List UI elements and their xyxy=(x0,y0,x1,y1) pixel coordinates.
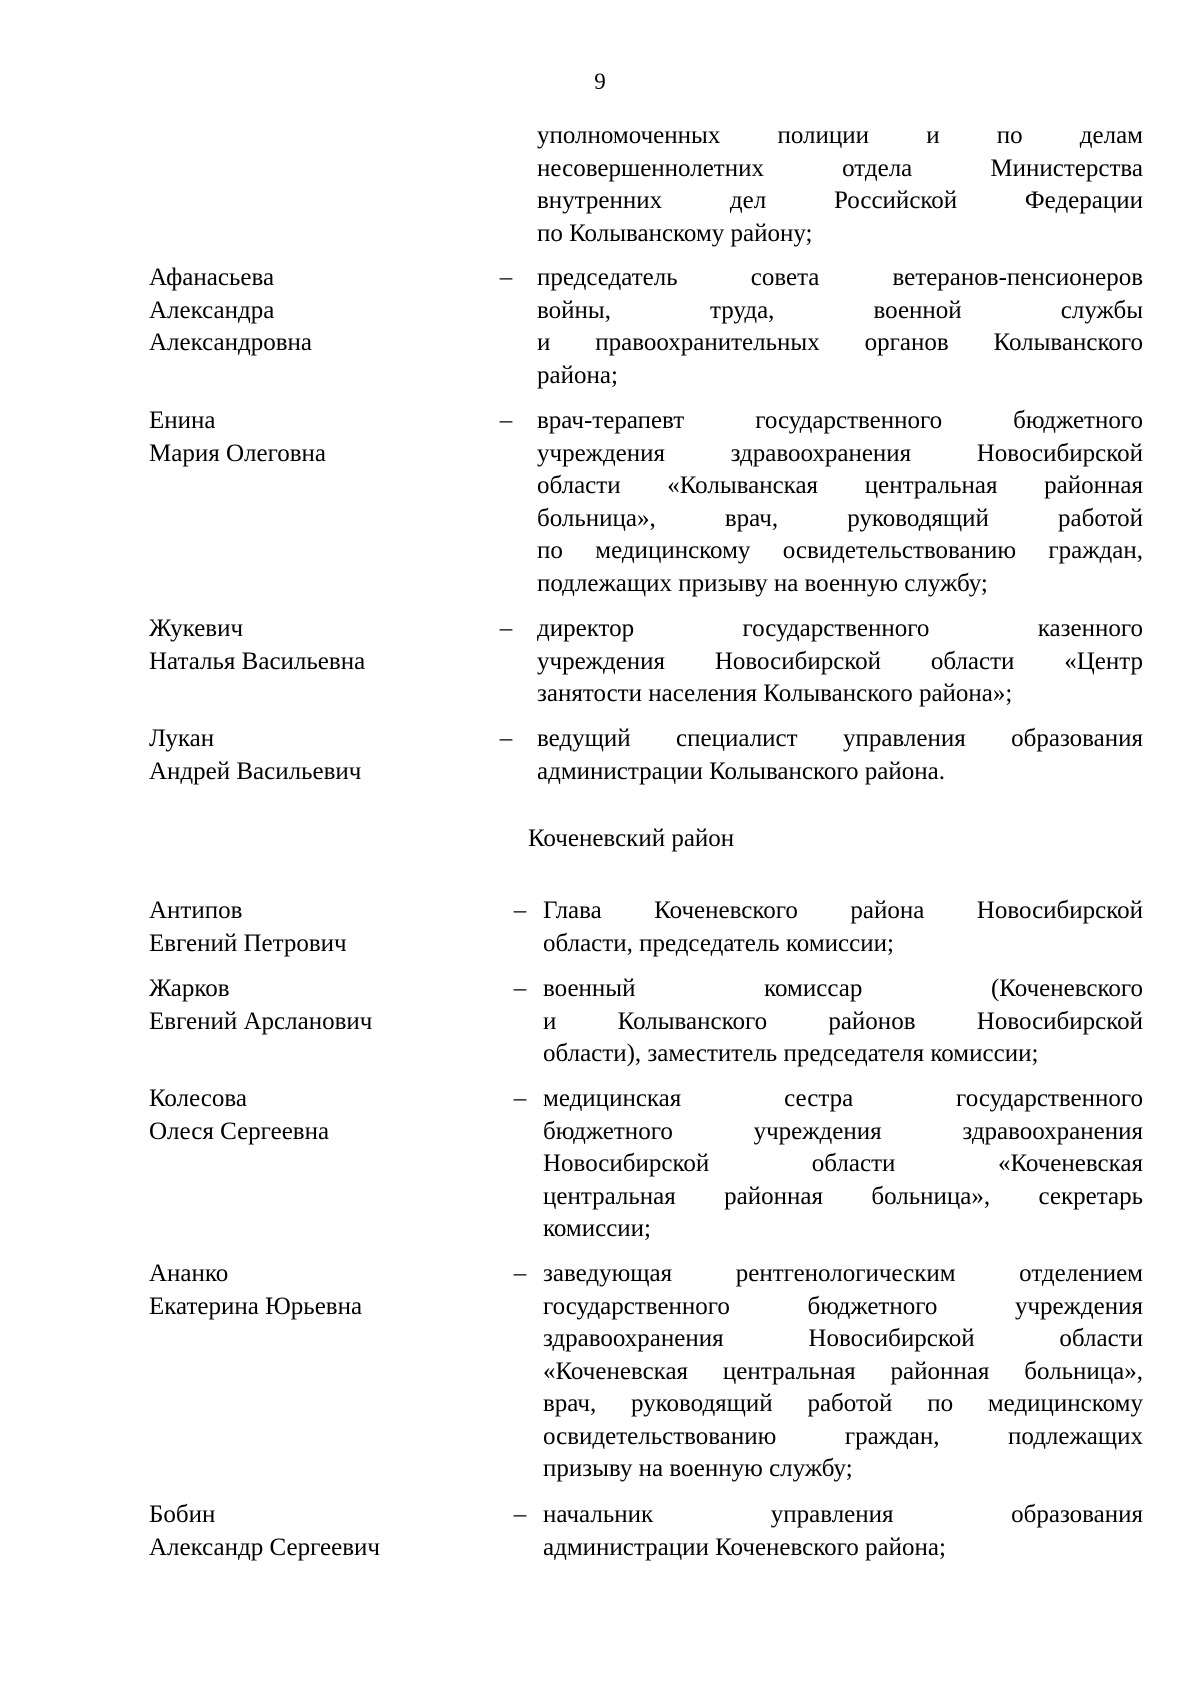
text-line: призыву на военную службу; xyxy=(543,1455,853,1482)
text-line: государственного бюджетного учреждения xyxy=(543,1292,1143,1320)
position-description xyxy=(537,262,1143,392)
text-line: освидетельствованию граждан, подлежащих xyxy=(543,1422,1143,1450)
text-line: и Колыванского районов Новосибирской xyxy=(543,1007,1143,1035)
position-description xyxy=(543,1258,1143,1486)
name-line: Бобин xyxy=(149,1501,216,1528)
dash-separator: – xyxy=(499,725,513,752)
text-line: области), заместитель председателя комиссии; xyxy=(543,1040,1039,1067)
text-line: войны, труда, военной службы xyxy=(537,296,1143,324)
dash-separator: – xyxy=(513,1501,527,1528)
name-line: Лукан xyxy=(149,725,215,752)
text-line: Глава Коченевского района Новосибирской xyxy=(543,897,1143,924)
text-line: «Коченевская центральная районная больница», xyxy=(543,1357,1143,1385)
position-description xyxy=(543,973,1143,1071)
text-line: несовершеннолетних отдела Министерства xyxy=(537,154,1143,182)
dash-separator: – xyxy=(513,1085,527,1112)
text-line: военный комиссар (Коченевского xyxy=(543,975,1143,1002)
name-line: Енина xyxy=(149,407,216,434)
name-line: Афанасьева xyxy=(149,264,275,291)
person-name xyxy=(149,973,479,1038)
section-heading: Коченевский район xyxy=(528,825,735,852)
name-line: Александровна xyxy=(149,329,313,356)
name-line: Олеся Сергеевна xyxy=(149,1117,330,1145)
person-name xyxy=(149,1499,479,1564)
dash-separator: – xyxy=(499,264,513,291)
person-name xyxy=(149,723,479,788)
person-name xyxy=(149,1258,479,1323)
text-line: по Колыванскому району; xyxy=(537,219,813,247)
text-line: администрации Колыванского района. xyxy=(537,757,945,785)
text-line: врач-терапевт государственного бюджетного xyxy=(537,407,1143,434)
name-line: Антипов xyxy=(149,897,243,924)
text-line: врач, руководящий работой по медицинскому xyxy=(543,1390,1143,1417)
text-line: занятости населения Колыванского района»; xyxy=(537,680,1013,707)
text-line: области «Колыванская центральная районная xyxy=(537,472,1143,499)
text-line: области, председатель комиссии; xyxy=(543,929,894,957)
name-line: Жарков xyxy=(149,975,230,1002)
dash-separator: – xyxy=(513,897,527,924)
text-line: медицинская сестра государственного xyxy=(543,1085,1143,1112)
dash-separator: – xyxy=(513,975,527,1002)
name-line: Евгений Петрович xyxy=(149,929,347,957)
position-description xyxy=(537,723,1143,788)
text-line: внутренних дел Российской Федерации xyxy=(537,187,1143,214)
text-line: центральная районная больница», секретарь xyxy=(543,1182,1143,1210)
name-line: Жукевич xyxy=(149,615,244,642)
text-line: ведущий специалист управления образования xyxy=(537,725,1143,752)
text-line: председатель совета ветеранов-пенсионеров xyxy=(537,264,1143,291)
person-name xyxy=(149,1083,479,1148)
position-description xyxy=(543,1083,1143,1246)
text-line: и правоохранительных органов Колыванского xyxy=(537,329,1143,356)
text-line: заведующая рентгенологическим отделением xyxy=(543,1260,1143,1287)
text-line: бюджетного учреждения здравоохранения xyxy=(543,1117,1143,1145)
person-name xyxy=(149,262,479,360)
dash-separator: – xyxy=(499,407,513,434)
person-name xyxy=(149,405,479,470)
name-line: Андрей Васильевич xyxy=(149,757,362,785)
continuation-text xyxy=(537,120,1143,250)
name-line: Мария Олеговна xyxy=(149,439,326,467)
text-line: начальник управления образования xyxy=(543,1501,1143,1528)
text-line: по медицинскому освидетельствованию граждан, xyxy=(537,537,1143,564)
text-line: здравоохранения Новосибирской области xyxy=(543,1325,1143,1352)
text-line: больница», врач, руководящий работой xyxy=(537,504,1143,532)
dash-separator: – xyxy=(513,1260,527,1287)
name-line: Екатерина Юрьевна xyxy=(149,1292,363,1320)
person-name xyxy=(149,613,479,678)
text-line: подлежащих призыву на военную службу; xyxy=(537,569,988,597)
text-line: уполномоченных полиции и по делам xyxy=(537,122,1143,149)
text-line: директор государственного казенного xyxy=(537,615,1143,642)
position-description xyxy=(543,895,1143,960)
name-line: Александр Сергеевич xyxy=(149,1533,380,1561)
text-line: учреждения здравоохранения Новосибирской xyxy=(537,439,1143,467)
text-line: района; xyxy=(537,361,618,389)
person-name xyxy=(149,895,479,960)
position-description xyxy=(537,613,1143,711)
name-line: Ананко xyxy=(149,1260,229,1287)
name-line: Евгений Арсланович xyxy=(149,1007,373,1035)
name-line: Колесова xyxy=(149,1085,247,1112)
name-line: Наталья Васильевна xyxy=(149,647,366,675)
name-line: Александра xyxy=(149,296,275,324)
text-line: учреждения Новосибирской области «Центр xyxy=(537,647,1143,675)
text-line: комиссии; xyxy=(543,1215,651,1242)
dash-separator: – xyxy=(499,615,513,642)
text-line: Новосибирской области «Коченевская xyxy=(543,1150,1143,1177)
text-line: администрации Коченевского района; xyxy=(543,1533,946,1561)
position-description xyxy=(537,405,1143,600)
page-number: 9 xyxy=(594,69,606,94)
position-description xyxy=(543,1499,1143,1564)
